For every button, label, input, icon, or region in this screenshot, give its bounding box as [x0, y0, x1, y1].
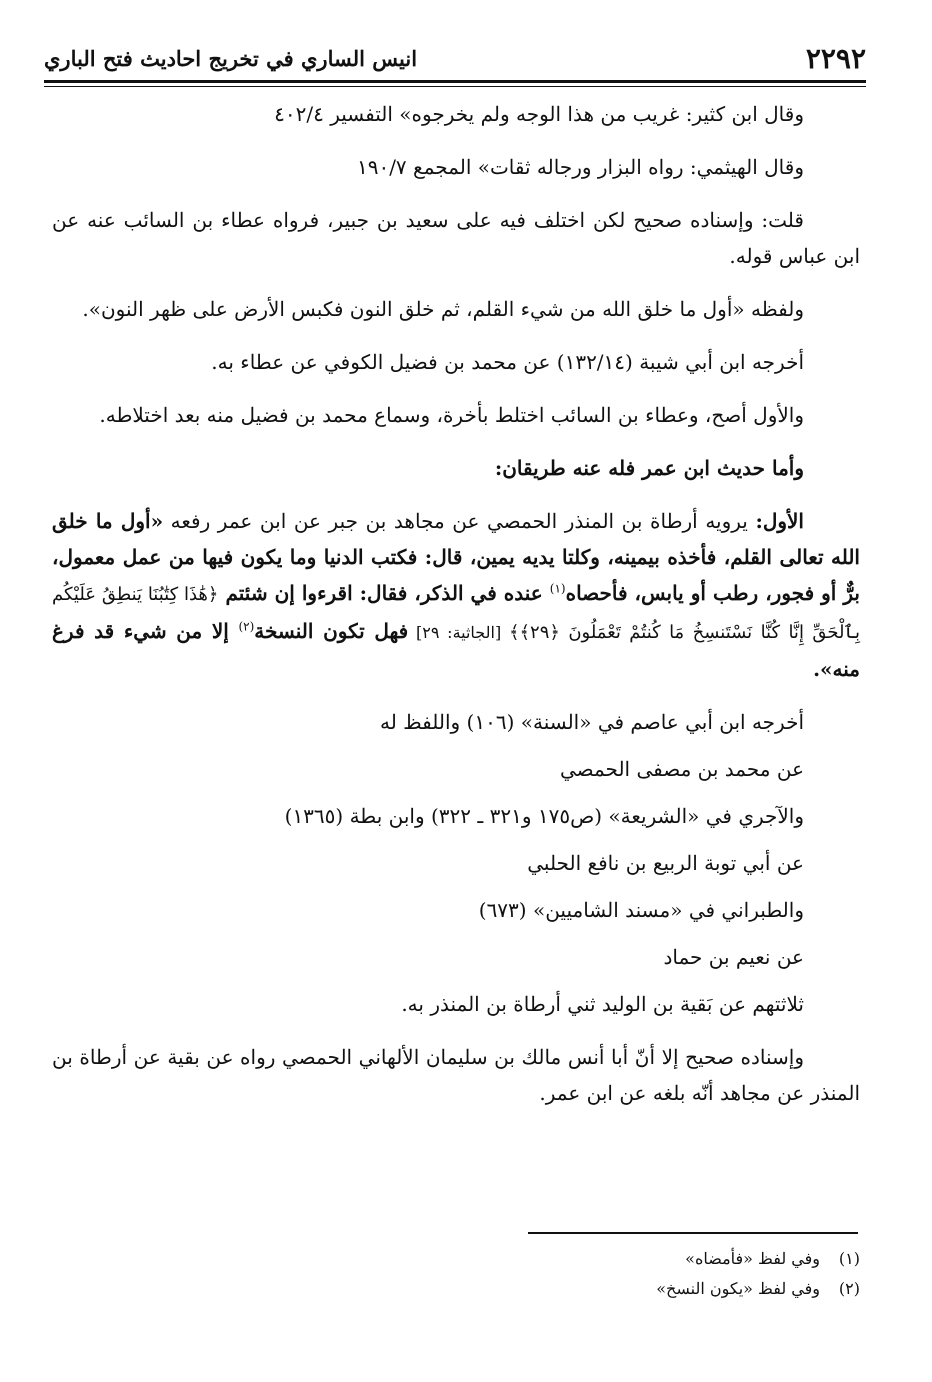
takhrij-line: والآجري في «الشريعة» (ص١٧٥ و٣٢١ ـ ٣٢٢) وابن بطة (١٣٦٥) [284, 804, 804, 828]
footnotes [540, 1244, 860, 1304]
footnote-2 [540, 1274, 860, 1304]
page-header [44, 38, 866, 78]
paragraph-isnaduhu: وإسناده صحيح إلا أنّ أبا أنس مالك بن سليمان الألهاني الحمصي رواه عن بقية عن أرطاة بن المنذر عن مجاهد أنّه بلغه عن ابن عمر. [52, 1045, 860, 1105]
paragraph-ibn-abi-shayba: أخرجه ابن أبي شيبة (١٣٢/١٤) عن محمد بن فضيل الكوفي عن عطاء به. [211, 350, 804, 374]
footnote-rule [528, 1232, 858, 1234]
footnote-number: (١) [838, 1249, 860, 1268]
paragraph-al-awwal-asahh: والأول أصح، وعطاء بن السائب اختلط بأخرة، وسماع محمد بن فضيل منه بعد اختلاطه. [99, 403, 804, 427]
surah-reference: [الجاثية: ٢٩] [408, 623, 509, 642]
takhrij-line: أخرجه ابن أبي عاصم في «السنة» (١٠٦) واللفظ له [379, 710, 804, 734]
route-narration: يرويه أرطاة بن المنذر الحمصي عن مجاهد بن جبر عن ابن عمر رفعه [163, 509, 756, 533]
takhrij-line: ثلاثتهم عن بَقية بن الوليد ثني أرطاة بن المنذر به. [401, 992, 804, 1016]
header-rule-thick [44, 80, 866, 83]
footnote-number: (٢) [838, 1279, 860, 1298]
header-rule-thin [44, 86, 866, 87]
running-title: انيس الساري في تخريج احاديث فتح الباري [44, 45, 418, 71]
page-number: ٢٢٩٢ [805, 41, 866, 75]
paragraph-qultu: قلت: وإسناده صحيح لكن اختلف فيه على سعيد بن جبير، فرواه عطاء بن السائب عنه عن ابن عباس قوله. [52, 208, 860, 268]
hadith-text-1: «أول ما خلق الله تعالى القلم، فأخذه بيمينه، وكلتا يديه يمين، قال: فكتب الدنيا وما يكون فيها من عمل معمول، برٌّ أو فجور، رطب أو يابس، فأحصاه [52, 509, 860, 605]
paragraph-lafzuhu: ولفظه «أول ما خلق الله من شيء القلم، ثم خلق النون فكبس الأرض على ظهر النون». [82, 297, 804, 321]
footnote-ref-1: (١) [549, 581, 566, 596]
hadith-text-4: إلا من شيء قد فرغ منه». [52, 619, 860, 681]
route-lead: الأول: [755, 509, 804, 533]
takhrij-line: عن أبي توبة الربيع بن نافع الحلبي [527, 851, 804, 875]
paragraph-haythami: وقال الهيثمي: رواه البزار ورجاله ثقات» المجمع ١٩٠/٧ [356, 155, 804, 179]
takhrij-line: عن نعيم بن حماد [663, 945, 804, 969]
takhrij-line: والطبراني في «مسند الشاميين» (٦٧٣) [478, 898, 804, 922]
hadith-text-2: عنده في الذكر، فقال: اقرءوا إن شئتم [218, 581, 550, 605]
hadith-text-3: فهل تكون النسخة [254, 619, 409, 643]
main-text [52, 96, 860, 1128]
section-heading-ibn-umar: وأما حديث ابن عمر فله عنه طريقان: [494, 456, 804, 480]
footnote-1 [540, 1244, 860, 1274]
paragraph-first-route [52, 503, 860, 687]
quran-verse: ﴿هَٰذَا كِتَٰبُنَا يَنطِقُ عَلَيْكُم بِٱلْحَقِّ إِنَّا كُنَّا نَسْتَنسِخُ مَا كُنتُمْ تَعْمَلُونَ ﴿٢٩﴾﴾ [52, 584, 860, 643]
footnote-ref-2: (٢) [238, 619, 255, 634]
takhrij-line: عن محمد بن مصفى الحمصي [559, 757, 804, 781]
paragraph-ibn-kathir: وقال ابن كثير: غريب من هذا الوجه ولم يخرجوه» التفسير ٤٠٢/٤ [274, 102, 804, 126]
footnote-text: وفي لفظ «فأمضاه» [685, 1249, 820, 1268]
footnote-text: وفي لفظ «يكون النسخ» [656, 1279, 820, 1298]
